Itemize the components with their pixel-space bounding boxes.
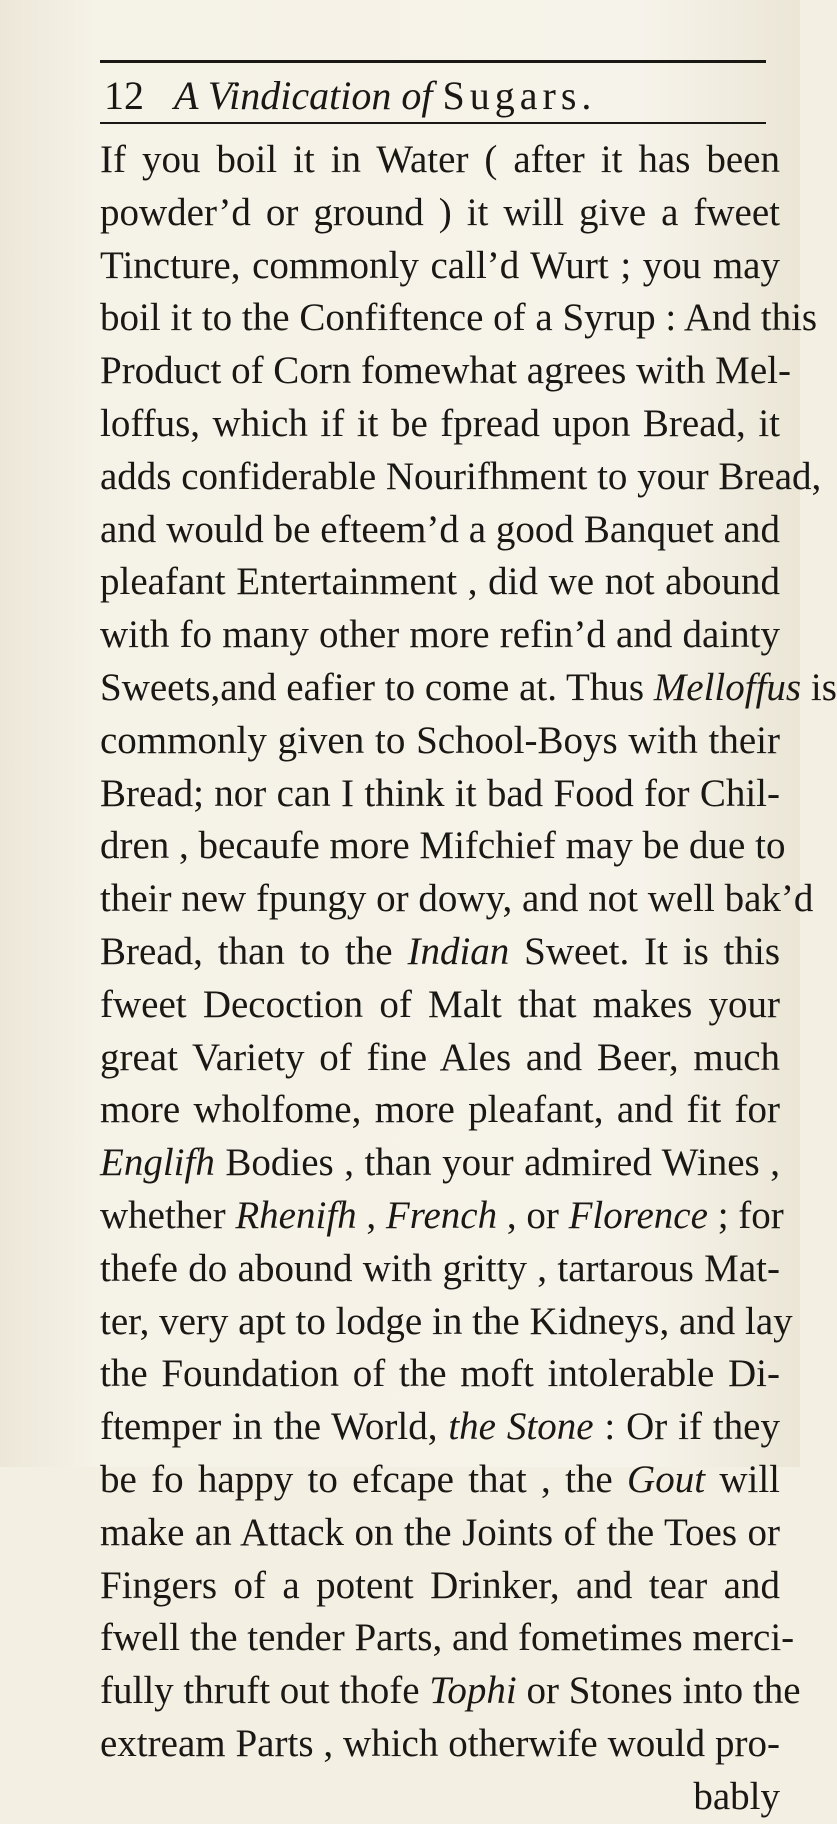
text-segment: , or (497, 1193, 569, 1237)
text-segment: Tincture, commonly call’d Wurt ; you may (100, 243, 780, 287)
italic-text: Tophi (429, 1669, 517, 1713)
text-segment: powder’d or ground ) it will give a fweet (100, 190, 780, 234)
italic-text: Melloffus (653, 665, 802, 709)
text-segment: fully thruft out thofe (100, 1669, 430, 1713)
text-segment: ter, very apt to lodge in the Kidneys, and lay (100, 1299, 793, 1343)
text-line (100, 1296, 793, 1349)
text-line (100, 1560, 780, 1613)
header-rule-top (100, 60, 766, 63)
text-segment: with fo many other more refin’d and dainty (100, 613, 780, 657)
text-segment: , (356, 1193, 386, 1237)
text-line (100, 292, 818, 345)
text-line (100, 187, 780, 240)
text-line (100, 556, 780, 609)
text-segment: great Variety of fine Ales and Beer, much (100, 1035, 780, 1079)
text-segment: Bodies , than your admired Wines , (214, 1141, 780, 1185)
text-segment: boil it to the Confiftence of a Syrup : And this (100, 296, 818, 340)
body-text (100, 134, 837, 1824)
text-segment: extream Parts , which otherwife would pro- (100, 1721, 780, 1765)
text-line (100, 820, 786, 873)
text-line (100, 662, 837, 715)
text-segment: Bread; nor can I think it bad Food for Chil- (100, 771, 780, 815)
text-line (100, 240, 780, 293)
italic-text: Rhenifh (235, 1193, 357, 1237)
text-line (100, 1401, 780, 1454)
italic-text: Indian (407, 929, 510, 973)
header-rule-bottom (100, 122, 766, 124)
text-segment: adds confiderable Nourifhment to your Bread, (100, 454, 822, 498)
text-line (100, 873, 814, 926)
text-line (100, 1084, 780, 1137)
text-segment: Sweets,and eafier to come at. Thus (100, 665, 654, 709)
text-line (100, 1454, 780, 1507)
text-line (100, 926, 780, 979)
text-segment: Bread, than to the (100, 929, 408, 973)
text-line (100, 1771, 780, 1824)
text-line (100, 1348, 780, 1401)
text-segment: fweet Decoction of Malt that makes your (100, 982, 780, 1026)
text-segment: make an Attack on the Joints of the Toes or (100, 1510, 780, 1554)
text-line (100, 1507, 780, 1560)
text-segment: If you boil it in Water ( after it has been (100, 138, 780, 181)
text-segment: bably (693, 1774, 780, 1818)
text-segment: the Foundation of the moft intolerable Di- (100, 1352, 780, 1396)
text-segment: Fingers of a potent Drinker, and tear and (100, 1563, 780, 1607)
text-segment: fwell the tender Parts, and fometimes merci- (100, 1616, 795, 1660)
text-segment: be fo happy to efcape that , the (100, 1457, 628, 1501)
text-segment: or Stones into the (516, 1669, 801, 1713)
text-line (100, 398, 780, 451)
text-line (100, 1190, 784, 1243)
text-line (100, 1612, 795, 1665)
text-segment: is (801, 665, 837, 709)
text-line (100, 979, 780, 1032)
text-line (100, 1718, 780, 1771)
italic-text: Englifh (100, 1141, 215, 1185)
text-segment: pleafant Entertainment , did we not abound (100, 560, 780, 604)
text-segment: loffus, which if it be fpread upon Bread, it (100, 401, 780, 445)
text-segment: : Or if they (593, 1405, 780, 1449)
text-segment: and would be efteem’d a good Banquet and (100, 507, 780, 551)
text-segment: ; for (707, 1193, 784, 1237)
italic-text: French (385, 1193, 498, 1237)
text-segment: thefe do abound with gritty , tartarous Mat- (100, 1246, 780, 1290)
italic-text: Florence (568, 1193, 708, 1237)
italic-text: the Stone (448, 1405, 594, 1449)
text-segment: their new fpungy or dowy, and not well bak’d (100, 877, 814, 921)
text-segment: commonly given to School-Boys with their (100, 718, 780, 762)
running-title-italic: A Vindication of (174, 73, 433, 118)
text-segment: ftemper in the World, (100, 1405, 449, 1449)
text-line (100, 715, 780, 768)
text-segment: will (705, 1457, 781, 1501)
text-segment: Sweet. It is this (509, 929, 781, 973)
italic-text: Gout (627, 1457, 706, 1501)
running-header (104, 72, 760, 120)
text-line (100, 451, 822, 504)
text-line (100, 1032, 780, 1085)
text-line (100, 768, 780, 821)
text-line (100, 1665, 801, 1718)
text-line (100, 345, 791, 398)
text-line (100, 1243, 780, 1296)
text-segment: more wholfome, more pleafant, and fit for (100, 1088, 780, 1132)
page-number: 12 (104, 73, 144, 118)
text-segment: dren , becaufe more Mifchief may be due to (100, 824, 786, 868)
running-title-caps: Sugars. (442, 73, 597, 118)
text-segment: whether (100, 1193, 236, 1237)
text-line (100, 134, 780, 187)
text-line (100, 1137, 780, 1190)
text-line (100, 609, 780, 662)
text-segment: Product of Corn fomewhat agrees with Mel- (100, 349, 791, 393)
text-line (100, 504, 780, 557)
